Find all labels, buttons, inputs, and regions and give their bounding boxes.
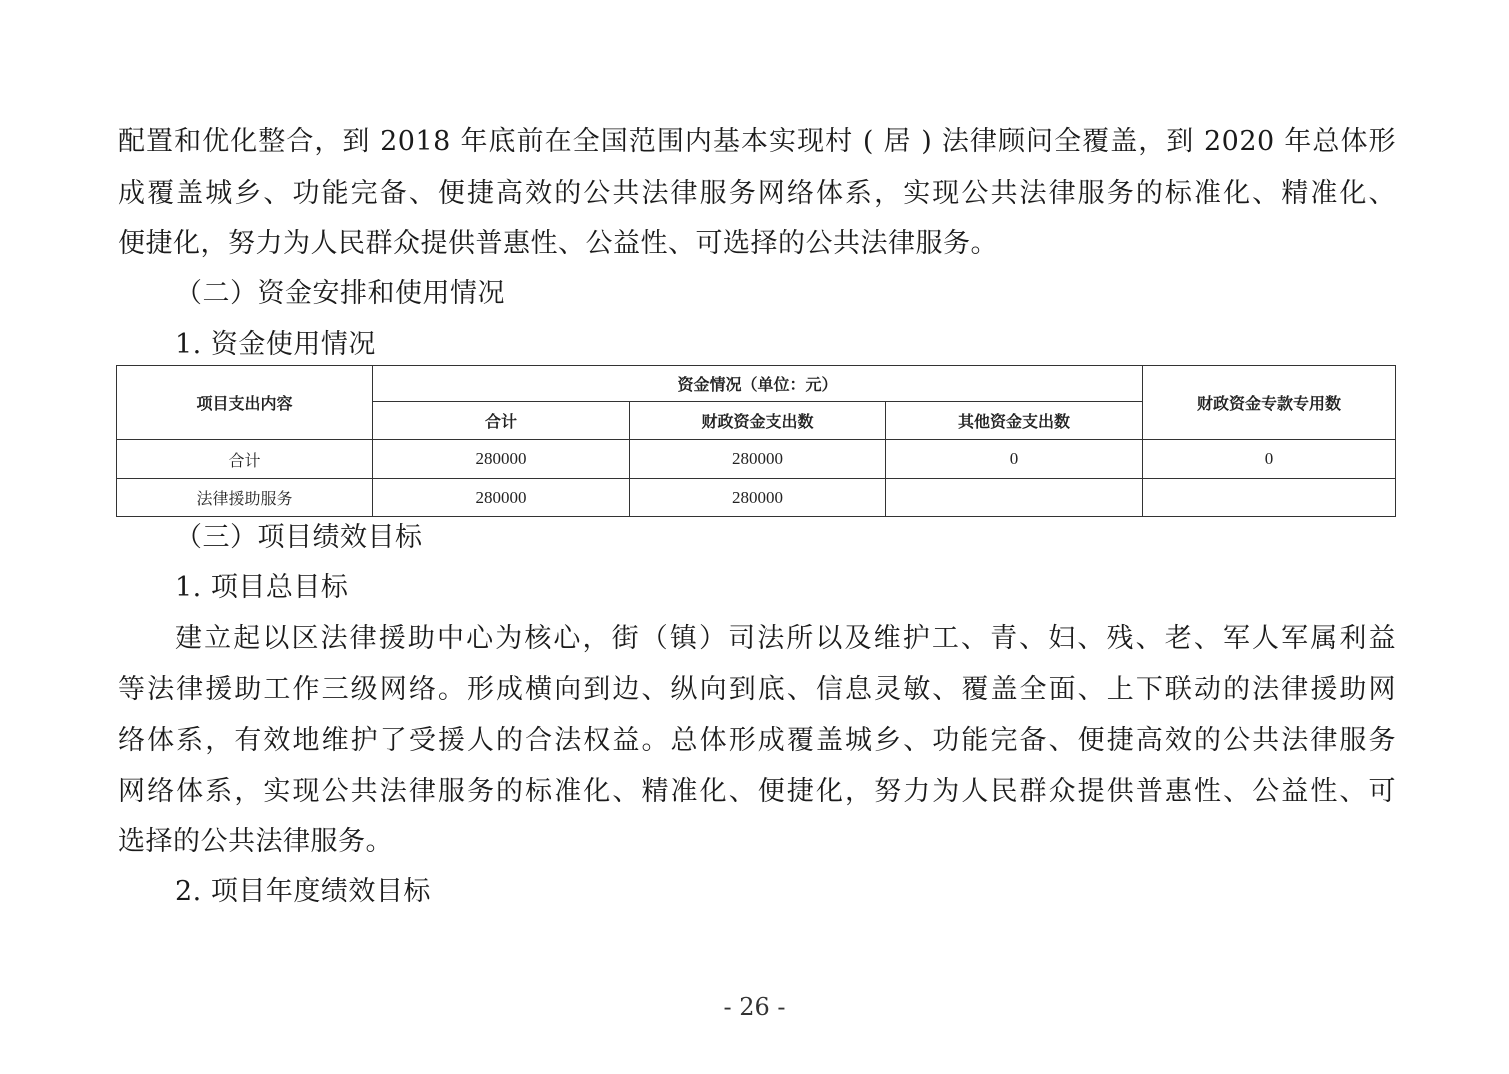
cell-item: 法律援助服务 xyxy=(117,479,373,517)
cell-other: 0 xyxy=(886,440,1143,479)
cell-total: 280000 xyxy=(373,440,630,479)
subheading-fund-usage: 1. 资金使用情况 xyxy=(175,329,376,360)
cell-special xyxy=(1143,479,1396,517)
header-funds: 资金情况（单位：元） xyxy=(373,366,1143,402)
goal-line-5: 选择的公共法律服务。 xyxy=(118,826,393,857)
header-total: 合计 xyxy=(373,402,630,440)
cell-other xyxy=(886,479,1143,517)
table-row xyxy=(117,440,1396,479)
page-number: - 26 - xyxy=(723,993,786,1021)
intro-line-3: 便捷化，努力为人民群众提供普惠性、公益性、可选择的公共法律服务。 xyxy=(118,228,998,259)
header-fiscal: 财政资金支出数 xyxy=(630,402,886,440)
section-heading-funding: （二）资金安排和使用情况 xyxy=(175,278,505,309)
table-row xyxy=(117,479,1396,517)
subheading-overall-goal: 1. 项目总目标 xyxy=(175,572,349,603)
goal-line-1: 建立起以区法律援助中心为核心，街（镇）司法所以及维护工、青、妇、残、老、军人军属利益 xyxy=(175,623,1396,654)
section-heading-performance: （三）项目绩效目标 xyxy=(175,522,423,553)
header-other: 其他资金支出数 xyxy=(886,402,1143,440)
header-special: 财政资金专款专用数 xyxy=(1143,366,1396,440)
header-item: 项目支出内容 xyxy=(117,366,373,440)
goal-line-3: 络体系，有效地维护了受援人的合法权益。总体形成覆盖城乡、功能完备、便捷高效的公共法律服务 xyxy=(118,725,1396,756)
cell-fiscal: 280000 xyxy=(630,440,886,479)
goal-line-4: 网络体系，实现公共法律服务的标准化、精准化、便捷化，努力为人民群众提供普惠性、公益性、可 xyxy=(118,776,1396,807)
subheading-annual-goal: 2. 项目年度绩效目标 xyxy=(175,876,431,907)
cell-total: 280000 xyxy=(373,479,630,517)
intro-line-1: 配置和优化整合，到 2018 年底前在全国范围内基本实现村 ( 居 ) 法律顾问全覆盖，到 2020 年总体形 xyxy=(118,126,1396,157)
cell-item: 合计 xyxy=(117,440,373,479)
intro-line-2: 成覆盖城乡、功能完备、便捷高效的公共法律服务网络体系，实现公共法律服务的标准化、精准化、 xyxy=(118,178,1396,209)
goal-line-2: 等法律援助工作三级网络。形成横向到边、纵向到底、信息灵敏、覆盖全面、上下联动的法律援助网 xyxy=(118,674,1396,705)
cell-fiscal: 280000 xyxy=(630,479,886,517)
fund-usage-table xyxy=(116,365,1396,517)
cell-special: 0 xyxy=(1143,440,1396,479)
